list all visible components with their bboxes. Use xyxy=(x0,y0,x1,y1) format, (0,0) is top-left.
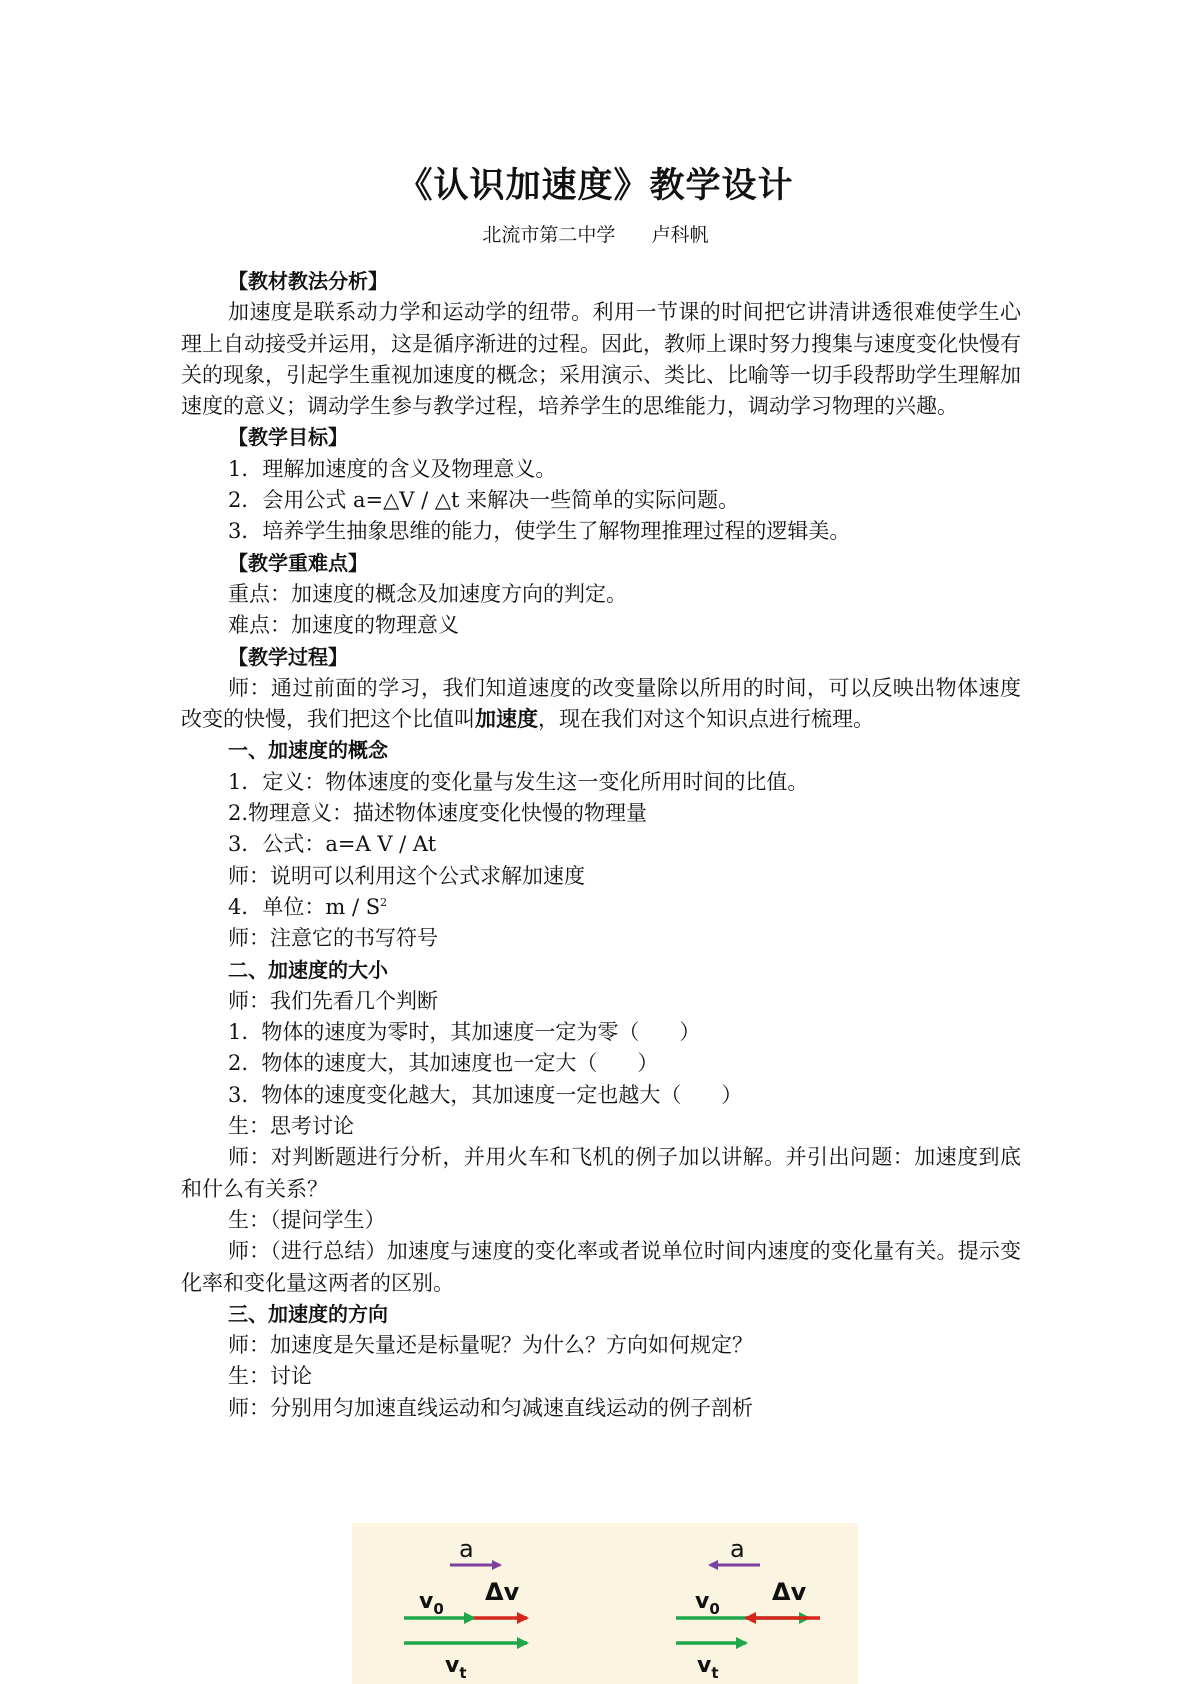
part1-item: 1．定义：物体速度的变化量与发生这一变化所用时间的比值。 xyxy=(228,769,809,794)
analysis-paragraph: 加速度是联系动力学和运动学的纽带。利用一节课的时间把它讲清讲透很难使学生心理上自动接受并运用，这是循序渐进的过程。因此，教师上课时努力搜集与速度变化快慢有关的现象，引起学生重视加速度的概念；采用演示、类比、比喻等一切手段帮助学生理解加速度的意义；调动学生参与教学过程，培养学生的思维能力，调动学习物理的兴趣。 xyxy=(181,300,1021,419)
goal-item: 2．会用公式 a=△V / △t 来解决一些简单的实际问题。 xyxy=(228,488,740,513)
left-final-velocity-label xyxy=(445,1653,467,1682)
goals-heading: 【教学目标】 xyxy=(228,425,348,450)
unit-note: 师：注意它的书写符号 xyxy=(228,926,438,951)
right-vt-subscript: t xyxy=(711,1664,719,1682)
difficult-point: 难点：加速度的物理意义 xyxy=(228,613,459,638)
process-heading: 【教学过程】 xyxy=(228,644,348,669)
part3-item: 生：讨论 xyxy=(228,1364,312,1389)
key-point: 重点：加速度的概念及加速度方向的判定。 xyxy=(228,581,627,606)
right-acceleration-label: a xyxy=(730,1535,745,1563)
unit-line xyxy=(181,892,1021,923)
part2-paragraph: 师：对判断题进行分析，并用火车和飞机的例子加以讲解。并引出问题：加速度到底和什么有关系？ xyxy=(181,1145,1021,1201)
part2-heading: 二、加速度的大小 xyxy=(228,957,388,982)
left-v0-subscript: 0 xyxy=(433,1600,444,1618)
part2-item: 1. 物体的速度为零时，其加速度一定为零（ ） xyxy=(228,1020,701,1045)
part2-item: 师：我们先看几个判断 xyxy=(228,988,438,1013)
left-delta-v-label: Δv xyxy=(485,1578,520,1606)
document-body xyxy=(181,266,1021,1424)
analysis-heading: 【教材教法分析】 xyxy=(228,269,388,293)
left-v0-text: v xyxy=(419,1589,434,1614)
process-intro-paragraph xyxy=(181,673,1021,736)
author-line: 北流市第二中学 卢科帆 xyxy=(482,224,709,246)
right-v0-text: v xyxy=(695,1589,710,1614)
part3-heading: 三、加速度的方向 xyxy=(228,1301,388,1326)
left-acceleration-label: a xyxy=(459,1535,474,1563)
left-initial-velocity-label xyxy=(419,1589,444,1618)
process-intro-text: 师：通过前面的学习，我们知道速度的改变量除以所用的时间，可以反映出物体速度改变的快慢，我们把这个比值叫 xyxy=(181,675,1021,732)
unit-text: 4．单位：m / S xyxy=(228,894,381,919)
part1-item: 2.物理意义：描述物体速度变化快慢的物理量 xyxy=(228,801,648,826)
left-vt-text: v xyxy=(445,1653,460,1678)
process-intro-text-end: ，现在我们对这个知识点进行梳理。 xyxy=(538,707,874,732)
right-initial-velocity-label xyxy=(695,1589,720,1618)
right-v0-subscript: 0 xyxy=(709,1600,720,1618)
part2-item: 2. 物体的速度大，其加速度也一定大（ ） xyxy=(228,1051,659,1076)
left-vt-subscript: t xyxy=(459,1664,467,1682)
part2-student-line: 生：（提问学生） xyxy=(228,1207,386,1232)
part3-item: 师：加速度是矢量还是标量呢？为什么？方向如何规定？ xyxy=(228,1333,753,1358)
part2-item: 3. 物体的速度变化越大，其加速度一定也越大（ ） xyxy=(228,1082,743,1107)
goal-item: 3．培养学生抽象思维的能力，使学生了解物理推理过程的逻辑美。 xyxy=(228,519,851,544)
part1-item: 3．公式：a=A V / At xyxy=(228,832,437,857)
unit-superscript: 2 xyxy=(380,895,388,909)
part2-item: 生：思考讨论 xyxy=(228,1114,354,1139)
part2-summary-paragraph: 师：（进行总结）加速度与速度的变化率或者说单位时间内速度的变化量有关。提示变化率和变化量这两者的区别。 xyxy=(181,1239,1021,1295)
part1-item: 师：说明可以利用这个公式求解加速度 xyxy=(228,863,585,888)
right-final-velocity-label xyxy=(697,1653,719,1682)
key-points-heading: 【教学重难点】 xyxy=(228,550,368,575)
part3-item: 师：分别用匀加速直线运动和匀减速直线运动的例子剖析 xyxy=(228,1395,753,1420)
process-intro-keyword: 加速度 xyxy=(475,707,538,732)
right-vt-text: v xyxy=(697,1653,712,1678)
velocity-vector-diagram xyxy=(352,1523,858,1684)
document-title: 《认识加速度》教学设计 xyxy=(397,166,794,206)
part1-heading: 一、加速度的概念 xyxy=(228,738,388,763)
goal-item: 1．理解加速度的含义及物理意义。 xyxy=(228,456,557,481)
right-delta-v-label: Δv xyxy=(772,1578,807,1606)
